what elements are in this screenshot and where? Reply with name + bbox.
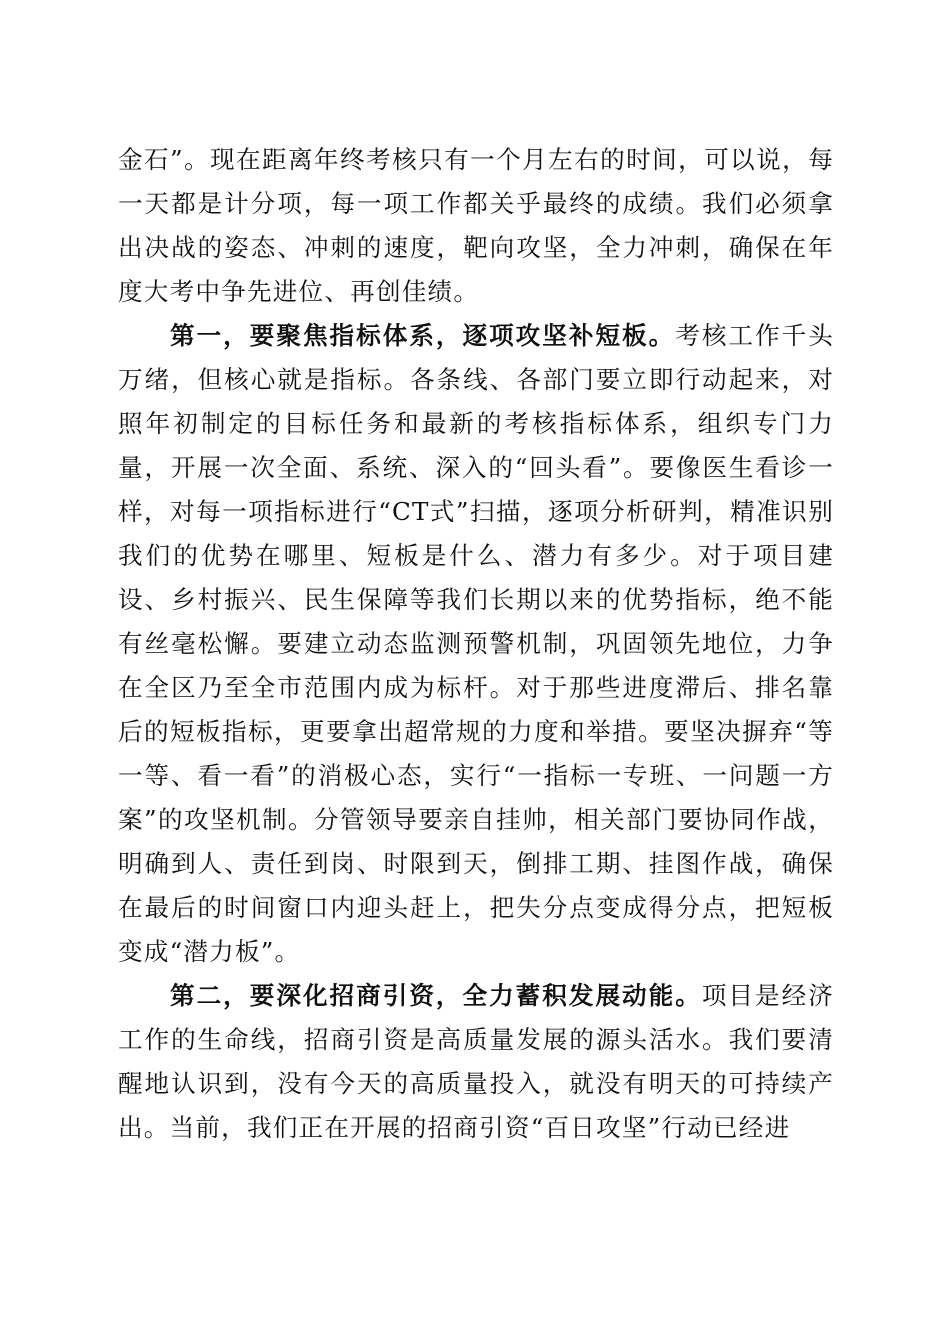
paragraph-second-point [118,974,834,1150]
paragraph-continuation [118,138,834,314]
document-body [118,138,834,1150]
paragraph-text: 金石”。现在距离年终考核只有一个月左右的时间，可以说，每一天都是计分项，每一项工作都关乎最终的成绩。我们必须拿出决战的姿态、冲刺的速度，靶向攻坚，全力冲刺，确保在年度大考中争先进位、再创佳绩。 [118,145,834,306]
paragraph-first-point [118,314,834,974]
paragraph-lead-heading: 第一，要聚焦指标体系，逐项攻坚补短板。 [170,321,676,350]
paragraph-lead-heading: 第二，要深化招商引资，全力蓄积发展动能。 [170,981,702,1010]
paragraph-text: 项目是经济工作的生命线，招商引资是高质量发展的源头活水。我们要清醒地认识到，没有今天的高质量投入，就没有明天的可持续产出。当前，我们正在开展的招商引资“百日攻坚”行动已经进 [118,981,834,1142]
paragraph-text: 考核工作千头万绪，但核心就是指标。各条线、各部门要立即行动起来，对照年初制定的目标任务和最新的考核指标体系，组织专门力量，开展一次全面、系统、深入的“回头看”。要像医生看诊一样，对每一项指标进行“CT式”扫描，逐项分析研判，精准识别我们的优势在哪里、短板是什么、潜力有多少。对于项目建设、乡村振兴、民生保障等我们长期以来的优势指标，绝不能有丝毫松懈。要建立动态监测预警机制，巩固领先地位，力争在全区乃至全市范围内成为标杆。对于那些进度滞后、排名靠后的短板指标，更要拿出超常规的力度和举措。要坚决摒弃“等一等、看一看”的消极心态，实行“一指标一专班、一问题一方案”的攻坚机制。分管领导要亲自挂帅，相关部门要协同作战，明确到人、责任到岗、时限到天，倒排工期、挂图作战，确保在最后的时间窗口内迎头赶上，把失分点变成得分点，把短板变成“潜力板”。 [118,321,835,966]
